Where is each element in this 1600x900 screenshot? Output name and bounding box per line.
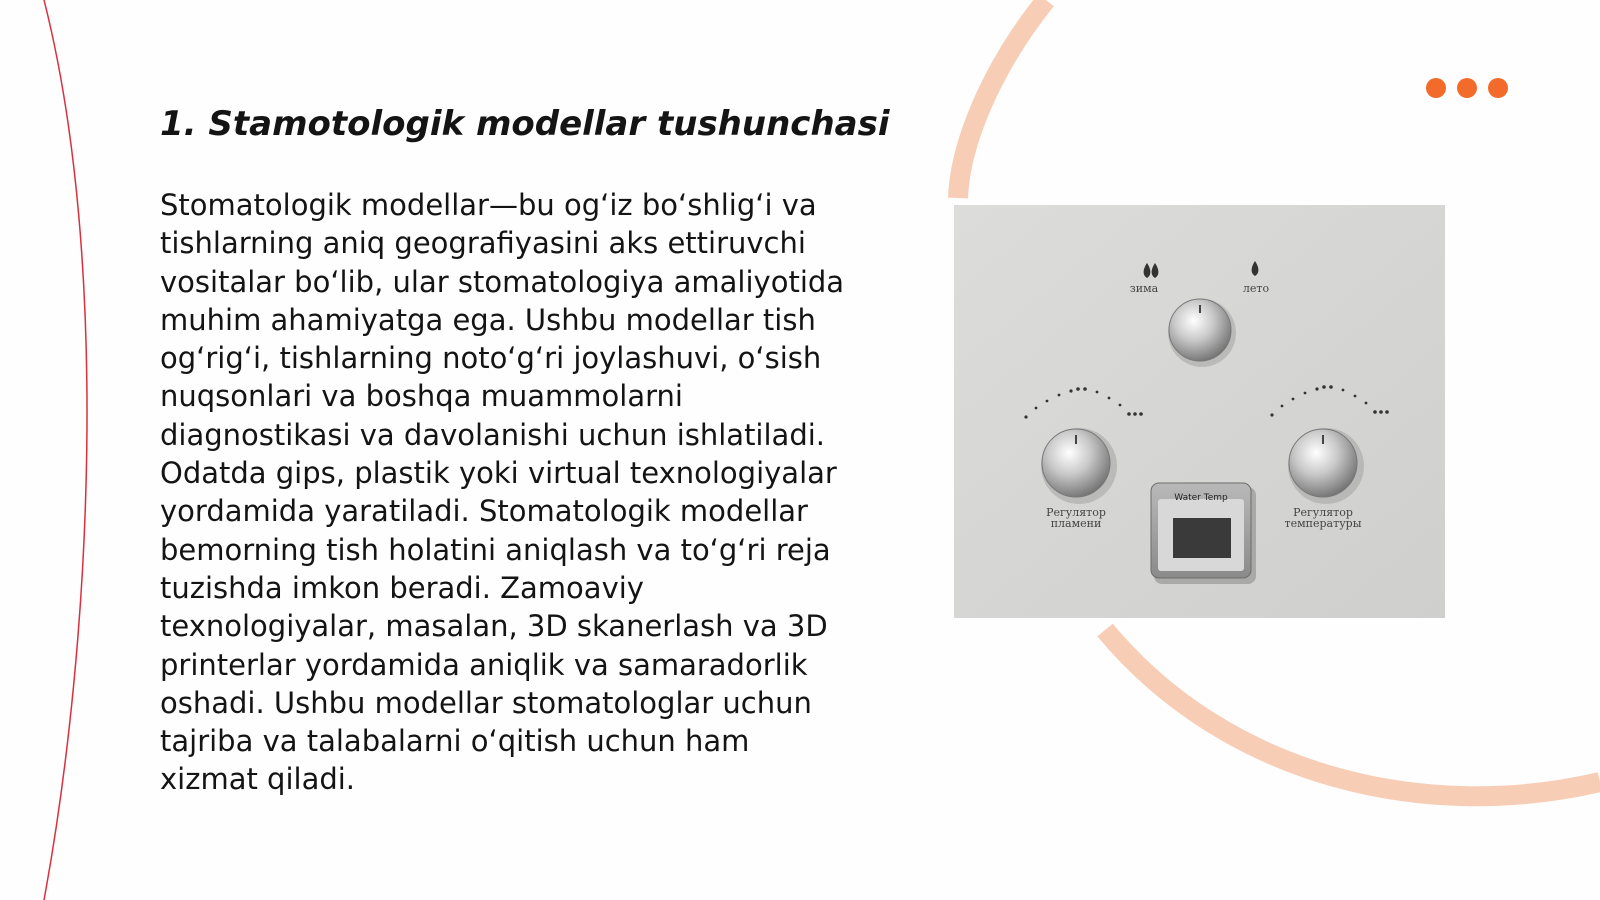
temperature-regulator-knob (1288, 428, 1364, 504)
dot (1457, 78, 1477, 98)
temperature-regulator-label-line1: Регулятор (1293, 506, 1353, 519)
left-red-curve (44, 0, 87, 900)
summer-label: лето (1242, 282, 1270, 295)
peach-arc-top (958, 0, 1046, 198)
flame-regulator-knob (1041, 428, 1117, 504)
flame-regulator-label-line2: пламени (1050, 517, 1102, 530)
three-dots-icon (1426, 78, 1508, 98)
temperature-regulator-label-line2: температуры (1284, 517, 1362, 530)
winter-label: зима (1129, 282, 1159, 295)
water-temp-label: Water Temp (1174, 493, 1228, 503)
dot (1426, 78, 1446, 98)
slide-paragraph: Stomatologik modellar—bu og‘iz bo‘shlig‘i va tishlarning aniq geografiyasini aks ettiruvchi vositalar bo‘lib, ular stomatologiya amaliyotida muhim ahamiyatga ega. Ushbu modellar tish og‘rig‘i, tishlarning noto‘g‘ri joylashuvi, o‘sish nuqsonlari va boshqa muammolarni diagnostikasi va davolanishi uchun ishlatiladi. Odatda gips, plastik yoki virtual texnologiyalar yordamida yaratiladi. Stomatologik modellar bemorning tish holatini aniqlash va to‘g‘ri reja tuzishda imkon beradi. Zamoaviy texnologiyalar, masalan, 3D skanerlash va 3D printerlar yordamida aniqlik va samaradorlik oshadi. Ushbu modellar stomatologlar uchun tajriba va talabalarni o‘qitish uchun ham xizmat qiladi. (160, 188, 845, 797)
dot (1488, 78, 1508, 98)
peach-arc-bottom (1105, 630, 1600, 796)
heater-panel-illustration (954, 205, 1445, 618)
flame-regulator-label-line1: Регулятор (1046, 506, 1106, 519)
heater-panel-photo (954, 205, 1445, 618)
slide-title: 1. Stamotologik modellar tushunchasi (160, 104, 890, 144)
mode-knob (1168, 299, 1236, 367)
